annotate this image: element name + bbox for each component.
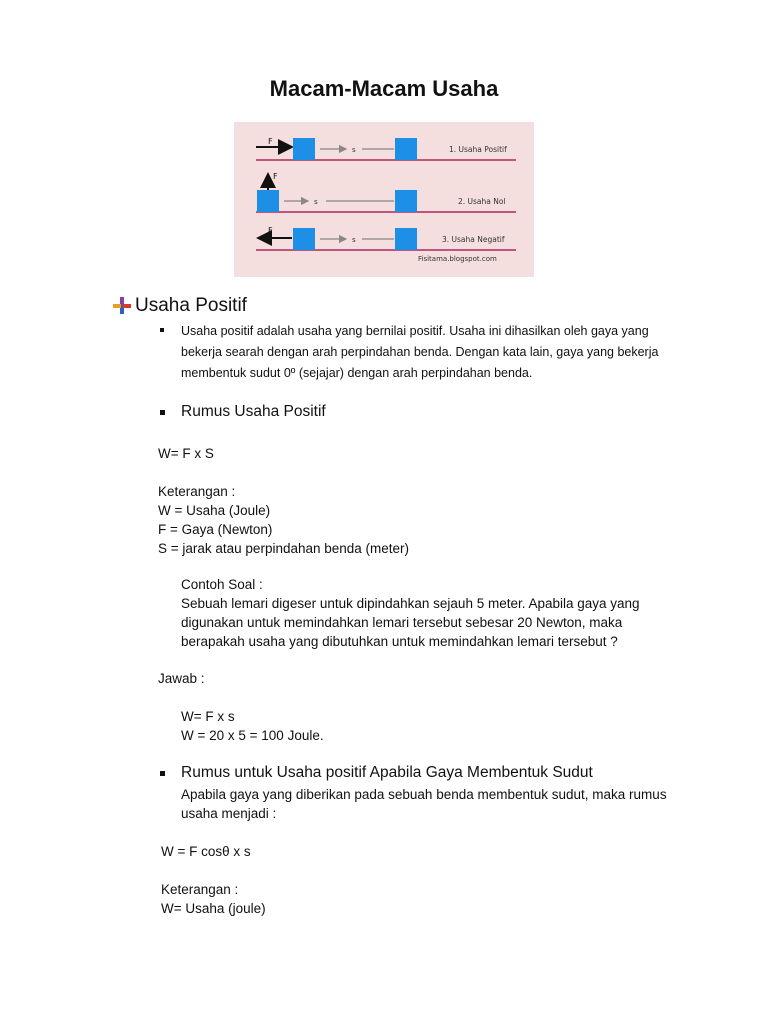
intro-paragraph xyxy=(181,321,701,384)
formula-heading: Rumus Usaha Positif xyxy=(181,403,326,420)
angle-heading-bullet xyxy=(160,771,165,776)
keterangan-item-f: F = Gaya (Newton) xyxy=(158,522,273,537)
keterangan-label: Keterangan : xyxy=(158,484,236,499)
work-types-figure xyxy=(234,122,534,277)
case-label-3: 3. Usaha Negatif xyxy=(442,235,505,244)
block-end-3 xyxy=(395,228,417,250)
displacement-label-3: s xyxy=(352,236,356,244)
contoh-soal-label: Contoh Soal : xyxy=(181,577,263,592)
contoh-soal-line-2: digunakan untuk memindahkan lemari tersebut sebesar 20 Newton, maka xyxy=(181,615,623,630)
keterangan2-item-w: W= Usaha (joule) xyxy=(161,901,266,916)
work-types-diagram xyxy=(234,122,534,277)
angle-formula: W = F cosθ x s xyxy=(161,844,251,859)
intro-line-2: bekerja searah dengan arah perpindahan benda. Dengan kata lain, gaya yang bekerja xyxy=(181,345,659,359)
keterangan-item-s: S = jarak atau perpindahan benda (meter) xyxy=(158,541,410,556)
case-label-2: 2. Usaha Nol xyxy=(458,197,506,206)
jawab-block xyxy=(181,707,324,745)
figure-credit: Fisitama.blogspot.com xyxy=(418,255,497,263)
contoh-soal-line-1: Sebuah lemari digeser untuk dipindahkan sejauh 5 meter. Apabila gaya yang xyxy=(181,596,640,611)
block-start-2 xyxy=(257,190,279,212)
jawab-line-1: W= F x s xyxy=(181,709,235,724)
jawab-line-2: W = 20 x 5 = 100 Joule. xyxy=(181,728,324,743)
case-label-1: 1. Usaha Positif xyxy=(449,145,507,154)
intro-line-1: Usaha positif adalah usaha yang bernilai positif. Usaha ini dihasilkan oleh gaya yang xyxy=(181,324,649,338)
intro-line-3: membentuk sudut 0º (sejajar) dengan arah perpindahan benda. xyxy=(181,366,533,380)
angle-line-2: usaha menjadi : xyxy=(181,806,277,821)
formula: W= F x S xyxy=(158,446,214,461)
keterangan-block xyxy=(158,482,409,558)
angle-heading: Rumus untuk Usaha positif Apabila Gaya Membentuk Sudut xyxy=(181,764,593,781)
colored-cross-bullet-icon xyxy=(113,297,131,315)
force-label-2: F xyxy=(273,172,278,181)
block-start-1 xyxy=(293,138,315,160)
angle-line-1: Apabila gaya yang diberikan pada sebuah benda membentuk sudut, maka rumus xyxy=(181,787,667,802)
force-label-3: F xyxy=(268,226,273,235)
displacement-label-1: s xyxy=(352,146,356,154)
block-end-2 xyxy=(395,190,417,212)
force-label-1: F xyxy=(268,137,273,146)
intro-bullet xyxy=(160,328,164,332)
formula-heading-bullet xyxy=(160,410,165,415)
page-title: Macam-Macam Usaha xyxy=(269,76,499,101)
jawab-label: Jawab : xyxy=(158,671,205,686)
displacement-label-2: s xyxy=(314,198,318,206)
section-heading: Usaha Positif xyxy=(135,295,247,316)
angle-description xyxy=(181,785,667,823)
keterangan-item-w: W = Usaha (Joule) xyxy=(158,503,271,518)
block-start-3 xyxy=(293,228,315,250)
keterangan2-label: Keterangan : xyxy=(161,882,239,897)
keterangan2-block xyxy=(161,880,266,918)
contoh-soal-line-3: berapakah usaha yang dibutuhkan untuk memindahkan lemari tersebut ? xyxy=(181,634,618,649)
block-end-1 xyxy=(395,138,417,160)
contoh-soal-block xyxy=(181,575,640,651)
